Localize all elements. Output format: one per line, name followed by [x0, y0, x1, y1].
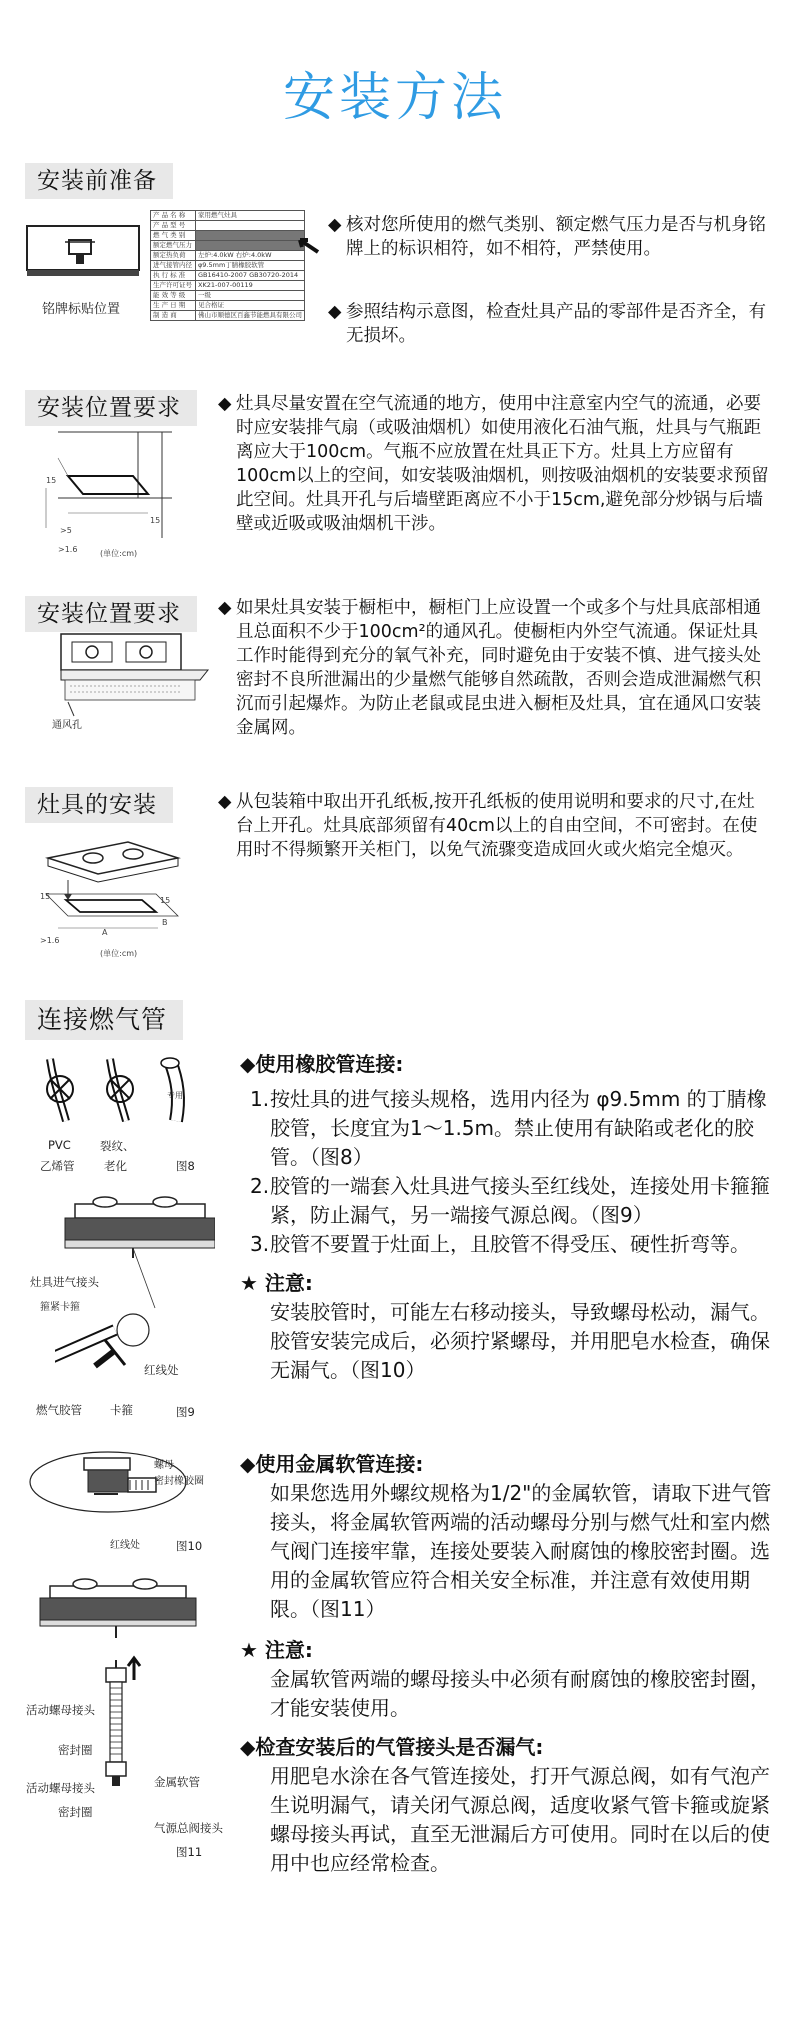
- nameplate-key: 执 行 标 准: [151, 271, 196, 281]
- table-row: [151, 231, 305, 241]
- seal-label-2: 密封圈: [58, 1805, 93, 1819]
- pvc-label: PVC: [48, 1138, 71, 1152]
- nameplate-key: 生产许可证号: [151, 281, 196, 291]
- list-item: 2. 胶管的一端套入灶具进气接头至红线处，连接处用卡箍箍紧，防止漏气，另一端接气源总阀。（图9）: [250, 1174, 770, 1227]
- pvc-label-2: 乙烯管: [40, 1159, 75, 1173]
- position2-text: ◆ 如果灶具安装于橱柜中，橱柜门上应设置一个或多个与灶具底部相通且总面积不少于100cm²的通风孔。使橱柜内外空气流通。保证灶具工作时能得到充分的氧气补充，同时避免由于安装不慎、进气接头处密封不良所泄漏出的少量燃气能够自然疏散，否则会造成泄漏燃气积沉而引起爆炸。为防止老鼠或昆虫进入橱柜及灶具，宜在通风口安装金属网。: [218, 598, 761, 738]
- section-heading-gas: 连接燃气管: [25, 1000, 183, 1040]
- rubber-hose-heading: ◆使用橡胶管连接:: [240, 1052, 404, 1076]
- section-heading-install: 灶具的安装: [25, 787, 173, 823]
- dim-label: >5: [60, 526, 72, 535]
- diamond-icon: ◆: [240, 1452, 256, 1476]
- dim-label: 15: [160, 896, 171, 905]
- table-row: [151, 251, 305, 261]
- metal-hose-label: 金属软管: [154, 1775, 200, 1789]
- dim-label: A: [102, 928, 108, 937]
- clamp-tighten-label: 箍紧卡箍: [40, 1302, 80, 1313]
- red-line-label: 红线处: [110, 1540, 140, 1551]
- nameplate-key: 进气接管内径: [151, 261, 196, 271]
- rubber-hose-block: [240, 1050, 775, 1385]
- section-heading-position-2: 安装位置要求: [25, 596, 197, 632]
- diamond-icon: ◆: [240, 1735, 256, 1759]
- nut-label: 螺母: [154, 1460, 174, 1471]
- nameplate-key: 额定热负荷: [151, 251, 196, 261]
- diamond-icon: ◆: [328, 215, 342, 235]
- dim-label: B: [162, 918, 168, 927]
- metal-hose-text: 如果您选用外螺纹规格为1/2"的金属软管，请取下进气管接头，将金属软管两端的活动螺母分别与燃气灶和室内燃气阀门连接牢靠，连接处要装入耐腐蚀的橡胶密封圈。选用的金属软管应符合相关安全标准，并注意有效使用期限。（图11）: [270, 1481, 772, 1621]
- fig10-joint: [28, 1450, 208, 1530]
- fig8-caption: 图8: [176, 1159, 195, 1173]
- table-row: [151, 301, 305, 311]
- nameplate-key: 生 产 日 期: [151, 301, 196, 311]
- list-item: 1. 按灶具的进气接头规格，选用内径为 φ9.5mm 的丁腈橡胶管，长度宜为1～1.5m。禁止使用有缺陷或老化的胶管。（图8）: [250, 1087, 767, 1169]
- prep-bullet-2: ◆ 参照结构示意图，检查灶具产品的零部件是否齐全，有无损坏。: [328, 302, 766, 346]
- fig8-hoses: [40, 1055, 210, 1125]
- red-line-label: 红线处: [144, 1363, 179, 1377]
- page-title: 安装方法: [282, 68, 507, 128]
- fig11-caption: 图11: [176, 1845, 203, 1859]
- table-row: [151, 281, 305, 291]
- table-row: [151, 211, 305, 221]
- star-icon: ★: [240, 1638, 258, 1662]
- diamond-icon: ◆: [218, 394, 232, 414]
- arrow-icon: [296, 236, 320, 254]
- table-row: [151, 221, 305, 231]
- nameplate-key: 燃 气 类 别: [151, 231, 196, 241]
- section-heading-prep: 安装前准备: [25, 163, 173, 199]
- fig11-metal-hose: [30, 1572, 200, 1802]
- nameplate-value: GB16410-2007 GB30720-2014: [196, 271, 305, 281]
- position1-text: ◆ 灶具尽量安置在空气流通的地方，使用中注意室内空气的流通，必要时应安装排气扇（或吸油烟机）如使用液化石油气瓶，灶具与气瓶距离应大于100cm。气瓶不应放置在灶具正下方。灶具上方应留有100cm以上的空间，如安装吸油烟机，则按吸油烟机的安装要求预留此空间。灶具开孔与后墙壁距离应不小于15cm,避免部分炒锅与后墙壁或近吸或吸油烟机干涉。: [218, 394, 769, 534]
- aging-label: 老化: [104, 1159, 127, 1173]
- nameplate-value: 家用燃气灶具: [196, 211, 305, 221]
- cabinet-diagram: [60, 632, 210, 722]
- note-heading: ★ 注意:: [240, 1271, 313, 1295]
- nameplate-key: 产 品 型 号: [151, 221, 196, 231]
- metal-hose-block: [240, 1450, 775, 1878]
- section-heading-position-1: 安装位置要求: [25, 390, 197, 426]
- table-row: [151, 291, 305, 301]
- nameplate-value: 佛山市顺德区百鑫节能燃具有限公司: [196, 311, 305, 321]
- vent-hole-label: 通风孔: [52, 720, 82, 731]
- note-text: 安装胶管时，可能左右移动接头，导致螺母松动，漏气。胶管安装完成后，必须拧紧螺母，并用肥皂水检查，确保无漏气。（图10）: [270, 1300, 770, 1382]
- dim-label: >1.6: [40, 936, 60, 945]
- fig9-caption: 图9: [176, 1405, 195, 1419]
- table-row: [151, 241, 305, 251]
- note-text: 金属软管两端的螺母接头中必须有耐腐蚀的橡胶密封圈，才能安装使用。: [270, 1667, 770, 1720]
- special-hose-label: 专用: [167, 1091, 183, 1100]
- seal-ring-label: 密封橡胶圈: [154, 1476, 204, 1487]
- valve-joint-label: 气源总阀接头: [154, 1821, 223, 1835]
- leak-check-heading: ◆检查安装后的气管接头是否漏气:: [240, 1735, 544, 1759]
- gas-hose-label: 燃气胶管: [36, 1403, 82, 1417]
- nameplate-key: 制 造 商: [151, 311, 196, 321]
- seal-label-1: 密封圈: [58, 1743, 93, 1757]
- clamp-label: 卡箍: [110, 1403, 133, 1417]
- crack-label: 裂纹、: [100, 1139, 135, 1153]
- note-heading: ★ 注意:: [240, 1638, 313, 1662]
- install-text: ◆ 从包装箱中取出开孔纸板,按开孔纸板的使用说明和要求的尺寸,在灶台上开孔。灶具底部须留有40cm以上的自由空间，不可密封。在使用时不得频繁开关柜门，以免气流骤变造成回火或火焰完全熄灭。: [218, 792, 758, 860]
- leak-check-text: 用肥皂水涂在各气管连接处，打开气源总阀，如有气泡产生说明漏气，请关闭气源总阀，适度收紧气管卡箍或旋紧螺母接头再试，直至无泄漏后方可使用。同时在以后的使用中也应经常检查。: [270, 1764, 770, 1875]
- metal-hose-heading: ◆使用金属软管连接:: [240, 1452, 424, 1476]
- nameplate-value: 见合格证: [196, 301, 305, 311]
- dim-label: >1.6: [58, 545, 78, 554]
- diamond-icon: ◆: [218, 598, 232, 618]
- unit-label: (单位:cm): [100, 949, 138, 958]
- nameplate-value: 左炉:4.0kW 右炉:4.0kW: [196, 251, 305, 261]
- nut-joint-label-1: 活动螺母接头: [26, 1703, 95, 1717]
- nameplate-position-label: 铭牌标贴位置: [42, 302, 121, 317]
- diamond-icon: ◆: [218, 792, 232, 812]
- nameplate-value: [196, 241, 305, 251]
- nameplate-value: 一级: [196, 291, 305, 301]
- dim-label: 15: [40, 892, 51, 901]
- table-row: [151, 261, 305, 271]
- stove-inlet-label: 灶具进气接头: [30, 1275, 99, 1289]
- list-item: 3. 胶管不要置于灶面上，且胶管不得受压、硬性折弯等。: [250, 1232, 750, 1256]
- nameplate-figure: [25, 222, 145, 292]
- cutout-diagram: [38, 836, 188, 951]
- nameplate-value: [196, 231, 305, 241]
- nameplate-value: XK21-007-00119: [196, 281, 305, 291]
- dim-label: 15: [46, 476, 57, 485]
- nameplate-value: [196, 221, 305, 231]
- fig10-caption: 图10: [176, 1539, 203, 1553]
- nameplate-key: 能 效 等 级: [151, 291, 196, 301]
- table-row: [151, 311, 305, 321]
- star-icon: ★: [240, 1271, 258, 1295]
- nut-joint-label-2: 活动螺母接头: [26, 1781, 95, 1795]
- dim-label: 15: [150, 516, 161, 525]
- nameplate-key: 额定燃气压力: [151, 241, 196, 251]
- diamond-icon: ◆: [240, 1052, 256, 1076]
- table-row: [151, 271, 305, 281]
- nameplate-value: φ9.5mm丁腈橡胶软管: [196, 261, 305, 271]
- nameplate-table: [150, 210, 305, 321]
- unit-label: (单位:cm): [100, 549, 138, 558]
- diamond-icon: ◆: [328, 302, 342, 322]
- prep-bullet-1: ◆ 核对您所使用的燃气类别、额定燃气压力是否与机身铭牌上的标识相符，如不相符，严禁使用。: [328, 215, 766, 259]
- nameplate-key: 产 品 名 称: [151, 211, 196, 221]
